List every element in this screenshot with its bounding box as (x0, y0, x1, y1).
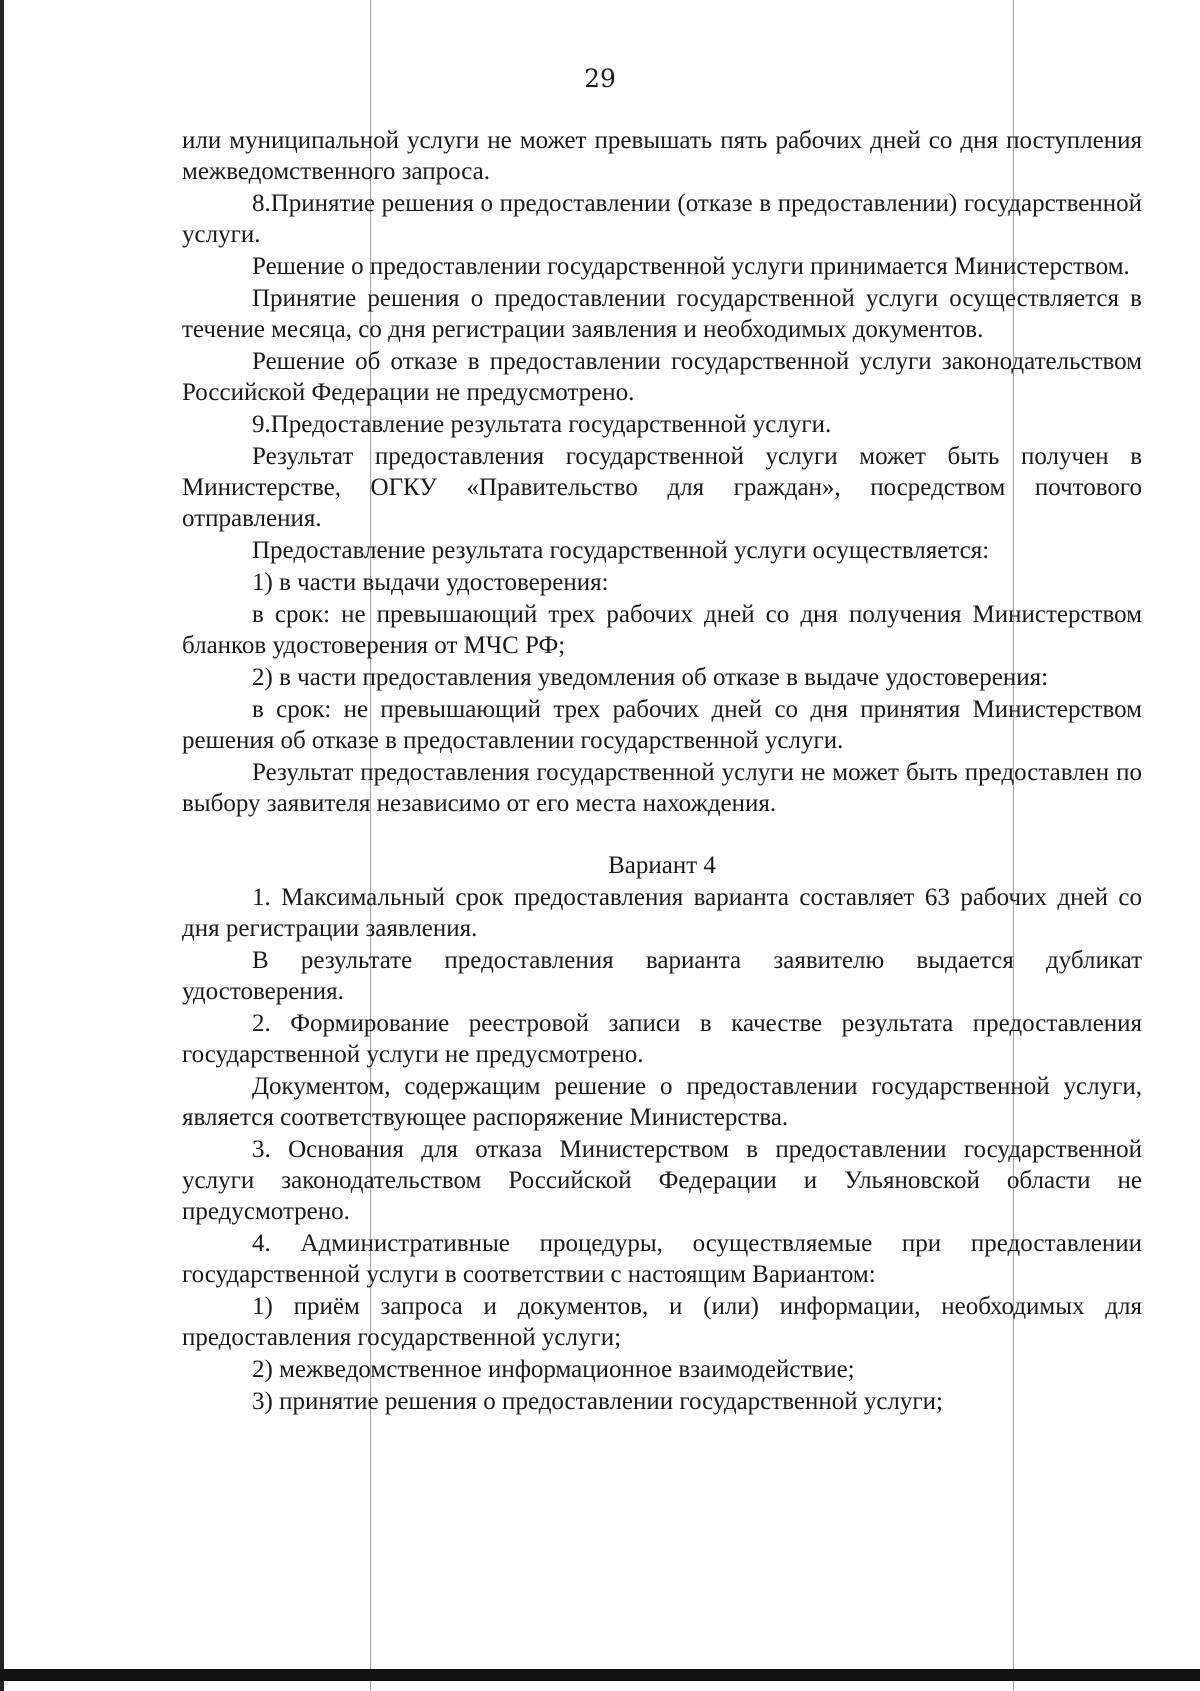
paragraph: Предоставление результата государственной услуги осуществляется: (252, 537, 990, 564)
paragraph: 9.Предоставление результата государственной услуги. (252, 411, 832, 438)
paragraph: В результате предоставления варианта заявителю выдается дубликат удостоверения. (182, 947, 1142, 1005)
paragraph: 1. Максимальный срок предоставления варианта составляет 63 рабочих дней со дня регистрации заявления. (182, 884, 1142, 942)
paragraph: Результат предоставления государственной услуги не может быть предоставлен по выбору заявителя независимо от его места нахождения. (182, 759, 1142, 817)
paragraph: 4. Административные процедуры, осуществляемые при предоставлении государственной услуги в соответствии с настоящим Вариантом: (182, 1230, 1142, 1288)
paragraph-list-variant-4 (182, 882, 1142, 1417)
paragraph: или муниципальной услуги не может превышать пять рабочих дней со дня поступления межведомственного запроса. (182, 127, 1142, 185)
paragraph: Решение о предоставлении государственной услуги принимается Министерством. (252, 253, 1130, 280)
paragraph: 1) приём запроса и документов, и (или) информации, необходимых для предоставления государственной услуги; (182, 1293, 1142, 1351)
section-heading: Вариант 4 (608, 852, 716, 879)
paragraph: Принятие решения о предоставлении государственной услуги осуществляется в течение месяца, со дня регистрации заявления и необходимых документов. (182, 285, 1142, 343)
paragraph: 2. Формирование реестровой записи в качестве результата предоставления государственной услуги не предусмотрено. (182, 1010, 1142, 1068)
paragraph: 2) межведомственное информационное взаимодействие; (252, 1356, 855, 1383)
paragraph: 3. Основания для отказа Министерством в предоставлении государственной услуги законодательством Российской Федерации и Ульяновской области не предусмотрено. (182, 1136, 1142, 1225)
paragraph: Результат предоставления государственной услуги может быть получен в Министерстве, ОГКУ «Правительство для граждан», посредством почтового отправления. (182, 443, 1142, 532)
paragraph: 2) в части предоставления уведомления об отказе в выдаче удостоверения: (252, 664, 1049, 691)
paragraph: 8.Принятие решения о предоставлении (отказе в предоставлении) государственной услуги. (182, 190, 1142, 248)
paragraph: 3) принятие решения о предоставлении государственной услуги; (252, 1388, 943, 1415)
paragraph: в срок: не превышающий трех рабочих дней со дня принятия Министерством решения об отказе в предоставлении государственной услуги. (182, 696, 1142, 754)
paragraph: 1) в части выдачи удостоверения: (252, 569, 609, 596)
document-body (182, 125, 1142, 1418)
paragraph-list (182, 125, 1142, 819)
paragraph: Документом, содержащим решение о предоставлении государственной услуги, является соответствующее распоряжение Министерства. (182, 1073, 1142, 1131)
scan-bottom-edge (0, 1669, 1200, 1681)
scan-left-edge (0, 0, 4, 1691)
paragraph: Решение об отказе в предоставлении государственной услуги законодательством Российской Федерации не предусмотрено. (182, 348, 1142, 406)
paragraph: в срок: не превышающий трех рабочих дней со дня получения Министерством бланков удостоверения от МЧС РФ; (182, 601, 1142, 659)
page-number: 29 (584, 64, 616, 93)
